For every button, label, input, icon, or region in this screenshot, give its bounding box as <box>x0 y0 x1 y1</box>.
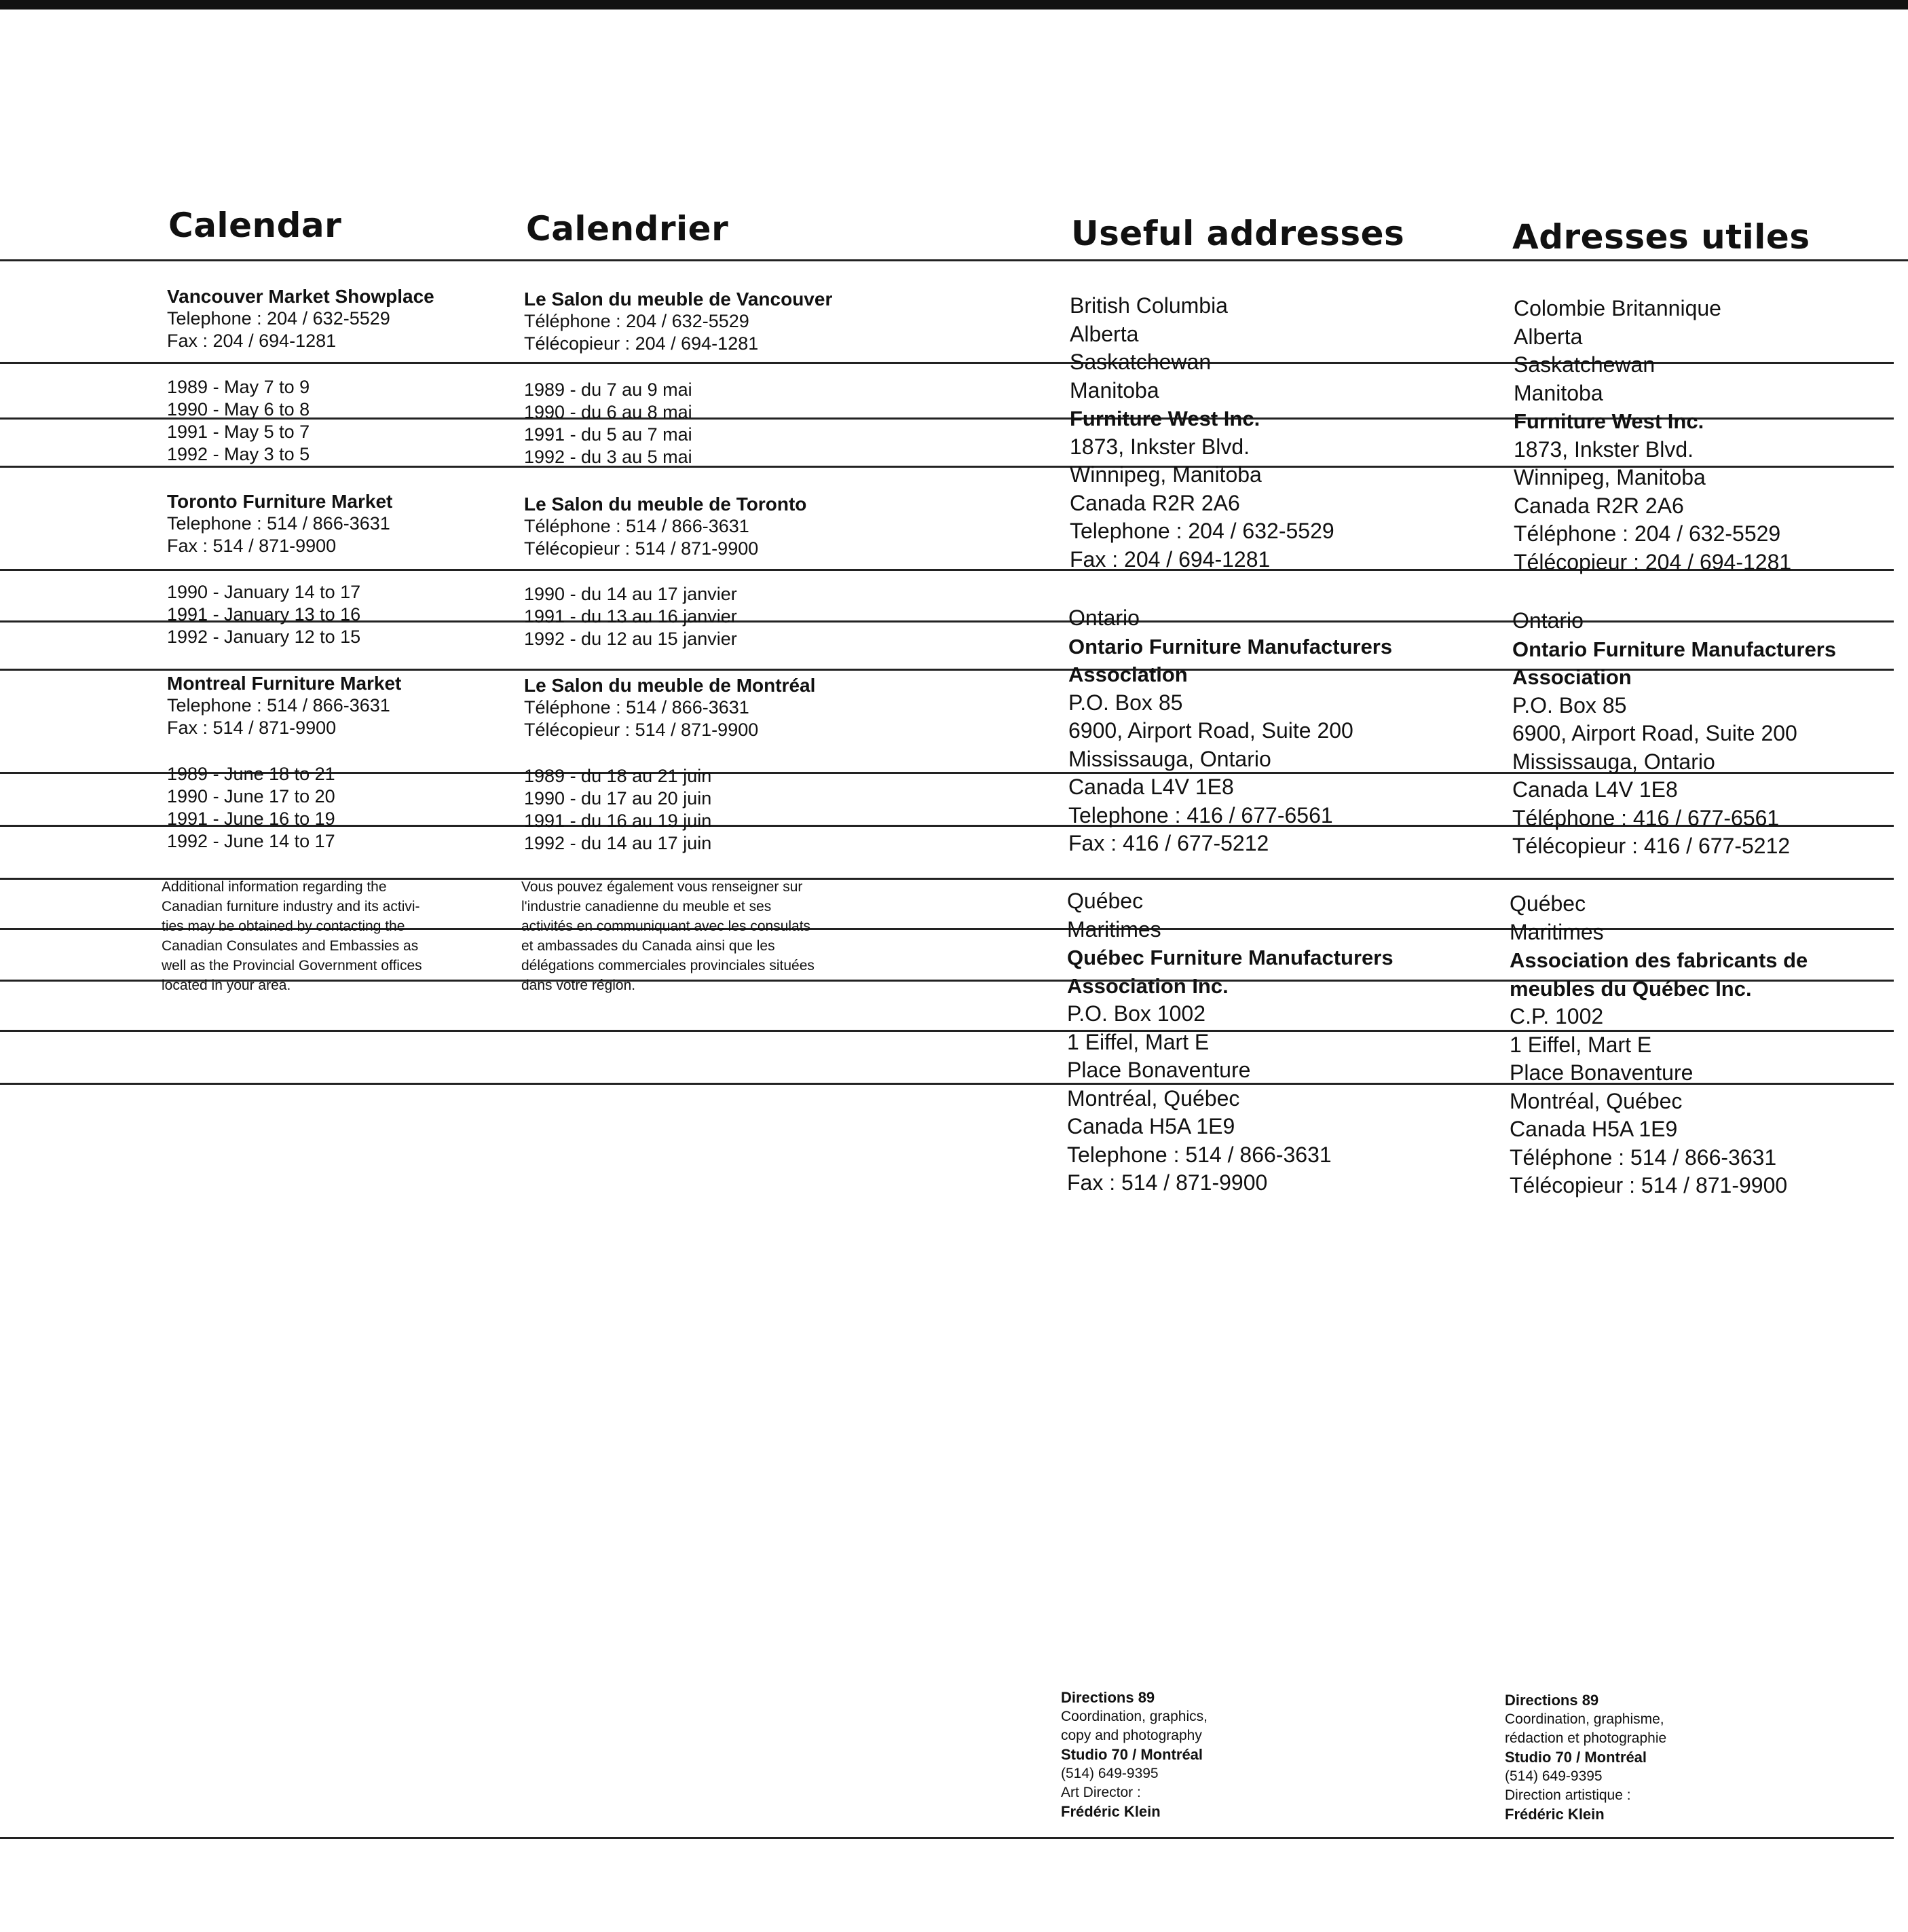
credits-line: rédaction et photographie <box>1505 1730 1667 1746</box>
date-line: 1990 - May 6 to 8 <box>167 399 310 420</box>
address-phone: Téléphone : 514 / 866-3631 <box>1510 1145 1777 1170</box>
market-phone: Telephone : 514 / 866-3631 <box>167 513 390 534</box>
region: Saskatchewan <box>1514 352 1656 377</box>
market-fax: Fax : 204 / 694-1281 <box>167 331 337 351</box>
addresses-fr-quebec <box>1510 890 1808 1200</box>
date-line: 1990 - du 6 au 8 mai <box>524 402 692 422</box>
address-line: Mississauga, Ontario <box>1068 746 1271 771</box>
market-title: Toronto Furniture Market <box>167 491 393 512</box>
address-line: P.O. Box 1002 <box>1067 1001 1205 1026</box>
date-line: 1989 - du 18 au 21 juin <box>524 766 712 786</box>
address-line: Place Bonaventure <box>1510 1060 1694 1085</box>
note-line: Canadian Consulates and Embassies as <box>162 938 419 954</box>
region: Québec <box>1510 891 1586 916</box>
address-phone: Téléphone : 416 / 677-6561 <box>1512 805 1780 830</box>
date-line: 1992 - du 12 au 15 janvier <box>524 629 737 649</box>
header-calendar-fr: Calendrier <box>526 209 729 248</box>
address-phone: Telephone : 514 / 866-3631 <box>1067 1142 1332 1167</box>
region: Alberta <box>1514 324 1583 349</box>
credits-studio: Studio 70 / Montréal <box>1061 1746 1203 1763</box>
address-line: 1 Eiffel, Mart E <box>1067 1029 1210 1054</box>
calendar-fr-toronto-dates <box>524 583 737 650</box>
divider-rule <box>0 1837 1894 1839</box>
calendar-fr-note <box>521 877 815 995</box>
address-fax: Télécopieur : 204 / 694-1281 <box>1514 549 1792 574</box>
market-title: Vancouver Market Showplace <box>167 286 434 307</box>
region: Québec <box>1067 889 1144 913</box>
market-fax: Fax : 514 / 871-9900 <box>167 536 337 556</box>
calendar-fr-montreal <box>524 674 815 741</box>
address-line: 6900, Airport Road, Suite 200 <box>1068 718 1353 743</box>
date-line: 1989 - June 18 to 21 <box>167 764 335 784</box>
address-line: Winnipeg, Manitoba <box>1070 462 1262 487</box>
calendar-fr-vancouver <box>524 288 832 355</box>
note-line: Canadian furniture industry and its activi- <box>162 899 420 914</box>
address-line: Canada H5A 1E9 <box>1067 1114 1235 1138</box>
date-line: 1992 - du 14 au 17 juin <box>524 833 712 853</box>
credits-phone: (514) 649-9395 <box>1505 1768 1603 1784</box>
organization-name: Québec Furniture Manufacturers <box>1067 946 1393 969</box>
note-line: dans votre région. <box>521 978 636 993</box>
note-line: well as the Provincial Government offices <box>162 958 422 973</box>
credits-phone: (514) 649-9395 <box>1061 1766 1159 1781</box>
calendar-en-vancouver-dates <box>167 376 310 466</box>
address-line: C.P. 1002 <box>1510 1004 1604 1028</box>
calendar-en-montreal <box>167 672 401 739</box>
address-phone: Telephone : 416 / 677-6561 <box>1068 802 1333 828</box>
address-line: Winnipeg, Manitoba <box>1514 465 1706 489</box>
address-line: Canada L4V 1E8 <box>1512 777 1678 802</box>
market-fax: Fax : 514 / 871-9900 <box>167 718 337 738</box>
date-line: 1990 - January 14 to 17 <box>167 582 361 602</box>
addresses-en-ontario <box>1068 604 1392 858</box>
scan-top-edge <box>0 0 1908 10</box>
note-line: ties may be obtained by contacting the <box>162 918 405 934</box>
organization-name: Furniture West Inc. <box>1514 409 1704 433</box>
note-line: l'industrie canadienne du meuble et ses <box>521 899 772 914</box>
address-line: 6900, Airport Road, Suite 200 <box>1512 721 1797 745</box>
calendar-fr-toronto <box>524 493 806 560</box>
date-line: 1990 - du 17 au 20 juin <box>524 788 712 809</box>
date-line: 1989 - May 7 to 9 <box>167 377 310 397</box>
organization-name: Furniture West Inc. <box>1070 407 1260 430</box>
region: Ontario <box>1068 606 1140 630</box>
address-line: Montréal, Québec <box>1510 1088 1683 1113</box>
region: Ontario <box>1512 608 1584 633</box>
region: Colombie Britannique <box>1514 296 1721 320</box>
credits-studio: Studio 70 / Montréal <box>1505 1749 1647 1766</box>
note-line: Vous pouvez également vous renseigner sur <box>521 879 803 895</box>
organization-name: Association <box>1068 663 1188 686</box>
credits-title: Directions 89 <box>1505 1692 1599 1709</box>
address-line: Place Bonaventure <box>1067 1058 1251 1082</box>
credits-en <box>1061 1688 1208 1821</box>
credits-line: Coordination, graphics, <box>1061 1709 1208 1724</box>
market-fax: Télécopieur : 514 / 871-9900 <box>524 538 759 559</box>
header-addresses-en: Useful addresses <box>1071 214 1405 253</box>
note-line: et ambassades du Canada ainsi que les <box>521 938 775 954</box>
organization-name: Association des fabricants de <box>1510 948 1808 972</box>
region: Alberta <box>1070 321 1139 346</box>
date-line: 1992 - May 3 to 5 <box>167 444 310 464</box>
region: Manitoba <box>1070 377 1159 403</box>
addresses-en-west <box>1070 292 1334 574</box>
date-line: 1991 - June 16 to 19 <box>167 809 335 829</box>
region: British Columbia <box>1070 293 1228 318</box>
market-phone: Telephone : 514 / 866-3631 <box>167 695 390 716</box>
date-line: 1992 - June 14 to 17 <box>167 831 335 851</box>
date-line: 1991 - January 13 to 16 <box>167 604 361 625</box>
note-line: Additional information regarding the <box>162 879 387 895</box>
market-title: Le Salon du meuble de Vancouver <box>524 289 833 310</box>
calendar-en-note <box>162 877 422 995</box>
address-line: 1873, Inkster Blvd. <box>1514 436 1694 462</box>
date-line: 1990 - du 14 au 17 janvier <box>524 584 737 604</box>
organization-name: Ontario Furniture Manufacturers <box>1068 634 1393 658</box>
credits-line: copy and photography <box>1061 1728 1202 1743</box>
date-line: 1989 - du 7 au 9 mai <box>524 379 692 400</box>
date-line: 1992 - January 12 to 15 <box>167 627 361 647</box>
credits-title: Directions 89 <box>1061 1689 1155 1706</box>
market-fax: Télécopieur : 204 / 694-1281 <box>524 333 759 354</box>
note-line: activités en communiquant avec les consulats <box>521 918 811 934</box>
address-fax: Télécopieur : 514 / 871-9900 <box>1510 1173 1788 1197</box>
address-phone: Telephone : 204 / 632-5529 <box>1070 519 1334 543</box>
date-line: 1991 - du 5 au 7 mai <box>524 424 692 445</box>
region: Manitoba <box>1514 380 1603 405</box>
address-line: 1873, Inkster Blvd. <box>1070 434 1250 459</box>
organization-name: Ontario Furniture Manufacturers <box>1512 637 1837 661</box>
addresses-en-quebec <box>1067 887 1393 1197</box>
calendar-fr-vancouver-dates <box>524 379 692 468</box>
credits-name: Frédéric Klein <box>1505 1806 1605 1823</box>
address-phone: Téléphone : 204 / 632-5529 <box>1514 521 1781 546</box>
calendar-en-vancouver <box>167 285 434 352</box>
calendar-en-toronto-dates <box>167 581 360 648</box>
organization-name: Association <box>1512 665 1632 689</box>
address-line: Montréal, Québec <box>1067 1085 1240 1111</box>
credits-name: Frédéric Klein <box>1061 1803 1161 1820</box>
header-addresses-fr: Adresses utiles <box>1512 217 1810 257</box>
market-phone: Telephone : 204 / 632-5529 <box>167 308 390 329</box>
date-line: 1990 - June 17 to 20 <box>167 786 335 806</box>
date-line: 1992 - du 3 au 5 mai <box>524 447 692 467</box>
market-title: Le Salon du meuble de Montréal <box>524 675 816 696</box>
address-fax: Fax : 204 / 694-1281 <box>1070 546 1271 572</box>
note-line: délégations commerciales provinciales situées <box>521 958 815 973</box>
calendar-fr-montreal-dates <box>524 765 711 855</box>
address-line: Canada R2R 2A6 <box>1514 493 1684 518</box>
credits-role: Art Director : <box>1061 1785 1141 1800</box>
address-fax: Fax : 514 / 871-9900 <box>1067 1170 1268 1195</box>
credits-line: Coordination, graphisme, <box>1505 1711 1664 1727</box>
addresses-fr-ontario <box>1512 607 1836 861</box>
address-line: 1 Eiffel, Mart E <box>1510 1032 1652 1057</box>
address-line: Mississauga, Ontario <box>1512 749 1715 774</box>
market-title: Montreal Furniture Market <box>167 673 402 694</box>
region: Maritimes <box>1067 916 1161 942</box>
market-phone: Téléphone : 204 / 632-5529 <box>524 311 749 331</box>
market-fax: Télécopieur : 514 / 871-9900 <box>524 720 759 740</box>
market-phone: Téléphone : 514 / 866-3631 <box>524 697 749 718</box>
note-line: located in your area. <box>162 978 291 993</box>
date-line: 1991 - May 5 to 7 <box>167 422 310 442</box>
addresses-fr-west <box>1514 295 1791 576</box>
address-line: Canada L4V 1E8 <box>1068 775 1234 799</box>
market-title: Le Salon du meuble de Toronto <box>524 494 807 515</box>
region: Saskatchewan <box>1070 350 1212 374</box>
date-line: 1991 - du 13 au 16 janvier <box>524 606 737 627</box>
market-phone: Téléphone : 514 / 866-3631 <box>524 516 749 536</box>
address-line: Canada R2R 2A6 <box>1070 490 1240 515</box>
region: Maritimes <box>1510 919 1604 944</box>
address-line: P.O. Box 85 <box>1068 690 1183 715</box>
credits-role: Direction artistique : <box>1505 1787 1631 1803</box>
credits-fr <box>1505 1691 1666 1824</box>
calendar-en-toronto <box>167 490 392 557</box>
organization-name: Association Inc. <box>1067 973 1229 998</box>
calendar-en-montreal-dates <box>167 763 335 853</box>
divider-rule <box>0 259 1908 261</box>
organization-name: meubles du Québec Inc. <box>1510 976 1752 1001</box>
address-line: P.O. Box 85 <box>1512 692 1627 718</box>
address-fax: Fax : 416 / 677-5212 <box>1068 831 1269 855</box>
address-line: Canada H5A 1E9 <box>1510 1117 1678 1141</box>
date-line: 1991 - du 16 au 19 juin <box>524 811 712 831</box>
address-fax: Télécopieur : 416 / 677-5212 <box>1512 834 1791 858</box>
header-calendar-en: Calendar <box>168 206 342 245</box>
